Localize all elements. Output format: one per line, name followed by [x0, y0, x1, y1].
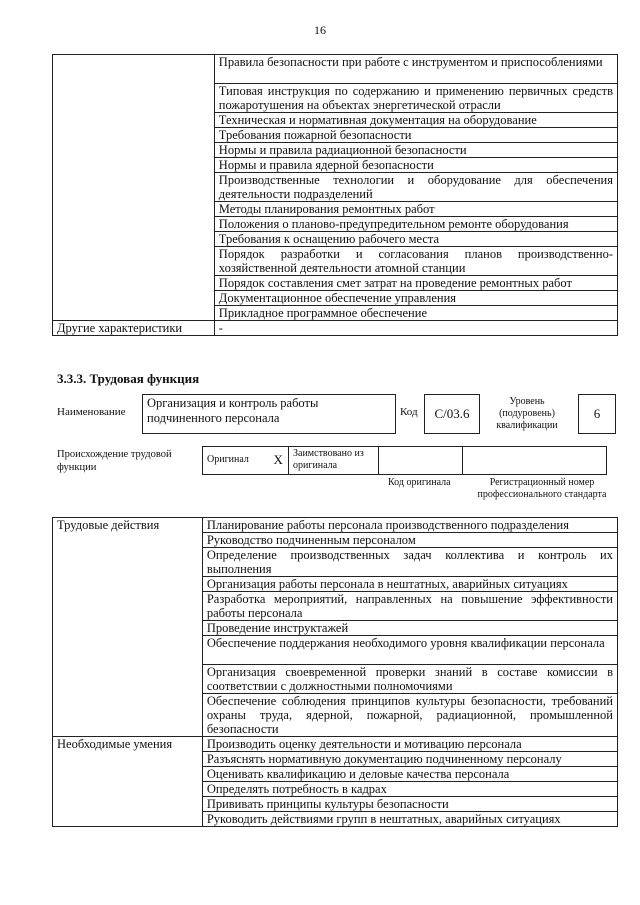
- table-row: Требования к оснащению рабочего места: [214, 232, 617, 247]
- table-row: Нормы и правила радиационной безопасности: [214, 143, 617, 158]
- qualification-level-box: 6: [578, 394, 616, 434]
- table-row: Определение производственных задач коллектива и контроль их выполнения: [202, 548, 617, 577]
- function-details-table: [52, 517, 618, 827]
- reg-number-label: Регистрационный номер профессионального стандарта: [477, 477, 607, 500]
- table-row: Проведение инструктажей: [202, 621, 617, 636]
- code-value-box: C/03.6: [424, 394, 480, 434]
- table-row: Определять потребность в кадрах: [202, 782, 617, 797]
- table-row: Разработка мероприятий, направленных на повышение эффективности работы персонала: [202, 592, 617, 621]
- origin-table: [202, 446, 607, 475]
- table-row: Обеспечение поддержания необходимого уровня квалификации персонала: [202, 636, 617, 665]
- table-row: Прикладное программное обеспечение: [214, 306, 617, 321]
- origin-label: Происхождение трудовой функции: [57, 449, 172, 473]
- table-row: Методы планирования ремонтных работ: [214, 202, 617, 217]
- table-row: Правила безопасности при работе с инструментом и приспособлениями: [214, 55, 617, 84]
- name-label: Наименование: [57, 406, 126, 418]
- borrowed-label: Заимствовано из оригинала: [289, 447, 379, 475]
- qualification-level-label: Уровень (подуровень) квалификации: [496, 396, 558, 431]
- function-name-box: Организация и контроль работы подчиненного персонала: [142, 394, 396, 434]
- actions-label: Трудовые действия: [53, 518, 203, 737]
- table-row: Разъяснять нормативную документацию подчиненному персоналу: [202, 752, 617, 767]
- table-row: Производить оценку деятельности и мотивацию персонала: [202, 737, 617, 752]
- skills-label: Необходимые умения: [53, 737, 203, 827]
- table-row: Требования пожарной безопасности: [214, 128, 617, 143]
- other-characteristics-value: -: [214, 321, 617, 336]
- table-row: Производственные технологии и оборудование для обеспечения деятельности подразделений: [214, 173, 617, 202]
- code-original-label: Код оригинала: [388, 477, 451, 488]
- registration-number-cell: [463, 447, 607, 475]
- table-row: Руководить действиями групп в нештатных, аварийных ситуациях: [202, 812, 617, 827]
- table-row: Руководство подчиненным персоналом: [202, 533, 617, 548]
- table-row: Нормы и правила ядерной безопасности: [214, 158, 617, 173]
- table-row: Оценивать квалификацию и деловые качества персонала: [202, 767, 617, 782]
- table-row: Порядок составления смет затрат на проведение ремонтных работ: [214, 276, 617, 291]
- original-mark: X: [269, 447, 289, 475]
- table-row: Планирование работы персонала производственного подразделения: [202, 518, 617, 533]
- code-label: Код: [400, 406, 418, 418]
- table-row: Документационное обеспечение управления: [214, 291, 617, 306]
- table-row: Прививать принципы культуры безопасности: [202, 797, 617, 812]
- original-label: Оригинал: [203, 447, 269, 475]
- table-row: Обеспечение соблюдения принципов культуры безопасности, требований охраны труда, ядерной, пожарной, радиационной, промышленной безопасности: [202, 694, 617, 737]
- original-code-cell: [379, 447, 463, 475]
- table-row: Типовая инструкция по содержанию и применению первичных средств пожаротушения на объектах энергетической отрасли: [214, 84, 617, 113]
- knowledge-table: [52, 54, 618, 336]
- knowledge-label-cell: [53, 55, 215, 321]
- section-title: 3.3.3. Трудовая функция: [57, 371, 200, 386]
- table-row: Техническая и нормативная документация на оборудование: [214, 113, 617, 128]
- other-characteristics-label: Другие характеристики: [53, 321, 215, 336]
- table-row: Порядок разработки и согласования планов производственно-хозяйственной деятельности атомной станции: [214, 247, 617, 276]
- table-row: Организация работы персонала в нештатных, аварийных ситуациях: [202, 577, 617, 592]
- table-row: Организация своевременной проверки знаний в составе комиссии в соответствии с должностными полномочиями: [202, 665, 617, 694]
- page-number: 16: [314, 23, 326, 37]
- table-row: Положения о планово-предупредительном ремонте оборудования: [214, 217, 617, 232]
